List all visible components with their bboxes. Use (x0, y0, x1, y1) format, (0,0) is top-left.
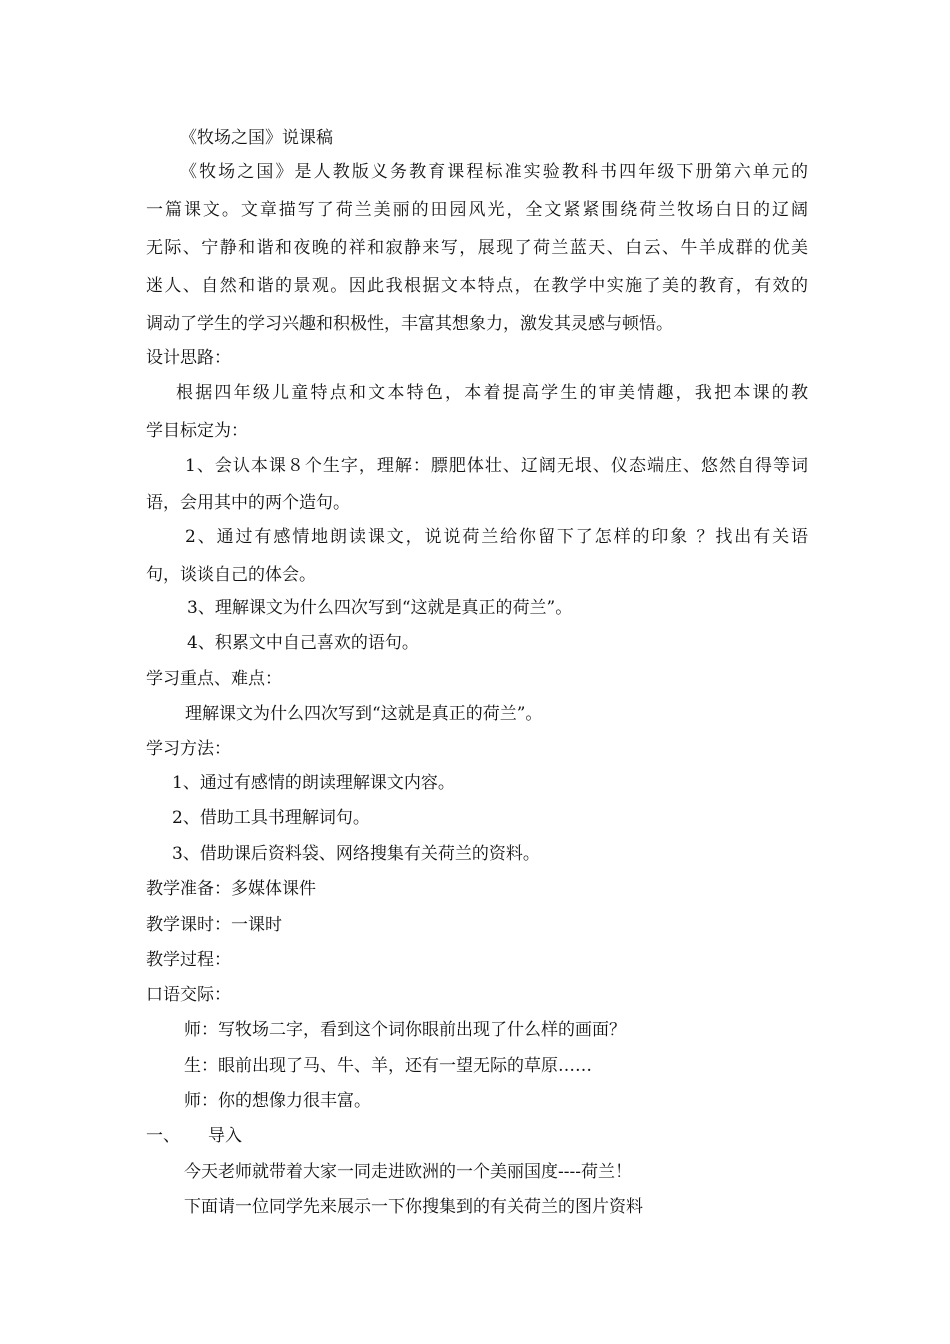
document-title: 《牧场之国》说课稿 (180, 128, 333, 148)
teaching-process: 教学过程： (146, 950, 231, 970)
intro-line-1: 《牧场之国》是人教版义务教育课程标准实验教科书四年级下册第六单元的 (180, 162, 808, 182)
design-text-line-2: 学目标定为： (146, 421, 248, 441)
focus-heading: 学习重点、难点： (146, 669, 282, 689)
intro-line-5: 调动了学生的学习兴趣和积极性，丰富其想象力，激发其灵感与顿悟。 (146, 314, 673, 334)
intro-line-3: 无际、宁静和谐和夜晚的祥和寂静来写，展现了荷兰蓝天、白云、牛羊成群的优美 (146, 238, 808, 258)
goal-1-line-2: 语，会用其中的两个造句。 (146, 493, 350, 513)
section-1-line-1: 今天老师就带着大家一同走进欧洲的一个美丽国度----荷兰！ (184, 1162, 632, 1182)
oral-heading: 口语交际： (146, 985, 231, 1005)
goal-1-line-1: 1、会认本课８个生字，理解：膘肥体壮、辽阔无垠、仪态端庄、悠然自得等词 (185, 456, 808, 476)
intro-line-2: 一篇课文。文章描写了荷兰美丽的田园风光，全文紧紧围绕荷兰牧场白日的辽阔 (146, 200, 808, 220)
dialogue-line-2: 生：眼前出现了马、牛、羊，还有一望无际的草原…… (184, 1056, 592, 1076)
section-1-heading (146, 1124, 242, 1148)
section-1-line-2: 下面请一位同学先来展示一下你搜集到的有关荷兰的图片资料 (184, 1197, 643, 1217)
design-heading: 设计思路： (146, 348, 231, 368)
goal-4: 4、积累文中自己喜欢的语句。 (187, 633, 419, 653)
teaching-prep: 教学准备：多媒体课件 (146, 879, 316, 899)
method-2: 2、借助工具书理解词句。 (172, 808, 370, 828)
method-heading: 学习方法： (146, 739, 231, 759)
method-1: 1、通过有感情的朗读理解课文内容。 (172, 773, 455, 793)
focus-text: 理解课文为什么四次写到“这就是真正的荷兰”。 (185, 704, 543, 724)
design-text-line-1: 根据四年级儿童特点和文本特色，本着提高学生的审美情趣，我把本课的教 (176, 383, 808, 403)
goal-2-line-2: 句，谈谈自己的体会。 (146, 565, 316, 585)
teaching-hours: 教学课时：一课时 (146, 915, 282, 935)
dialogue-line-3: 师：你的想像力很丰富。 (184, 1091, 371, 1111)
section-1-number: 一、 (146, 1126, 180, 1146)
dialogue-line-1: 师：写牧场二字，看到这个词你眼前出现了什么样的画面？ (184, 1020, 626, 1040)
goal-2-line-1: 2、通过有感情地朗读课文，说说荷兰给你留下了怎样的印象 ？找出有关语 (185, 527, 808, 547)
intro-line-4: 迷人、自然和谐的景观。因此我根据文本特点，在教学中实施了美的教育，有效的 (146, 276, 808, 296)
section-1-title: 导入 (208, 1126, 242, 1146)
method-3: 3、借助课后资料袋、网络搜集有关荷兰的资料。 (172, 844, 540, 864)
goal-3: 3、理解课文为什么四次写到“这就是真正的荷兰”。 (187, 598, 573, 618)
